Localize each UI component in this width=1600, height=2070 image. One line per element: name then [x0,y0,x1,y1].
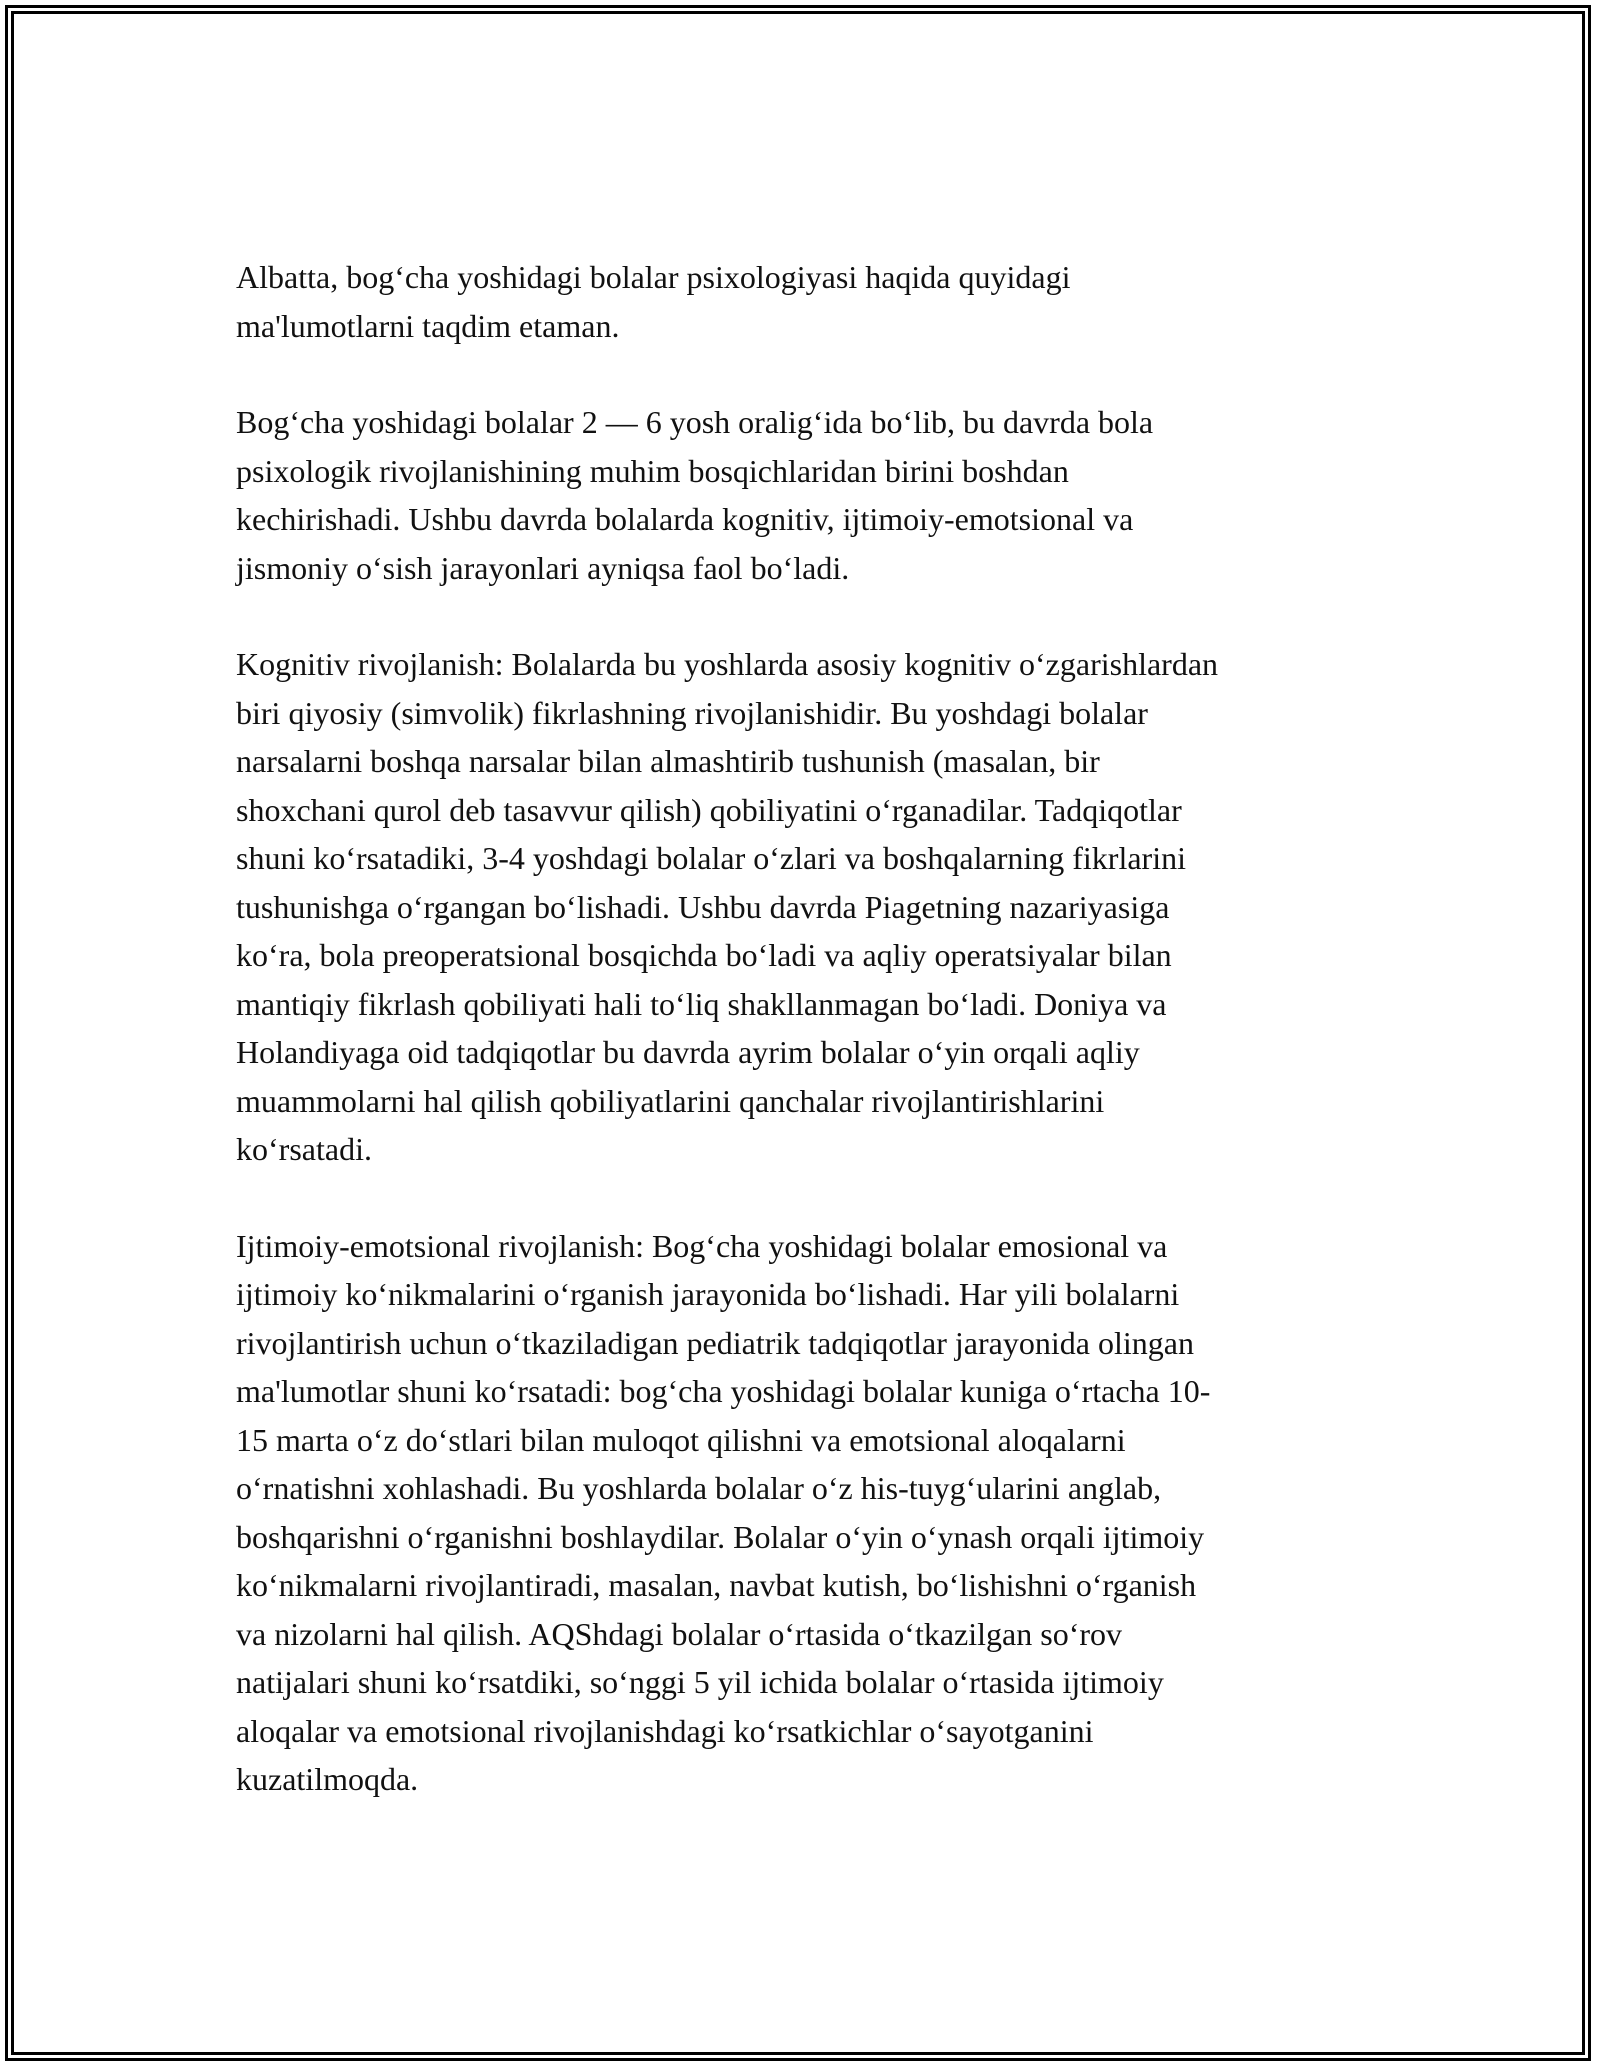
cognitive-development-paragraph: Kognitiv rivojlanish: Bolalarda bu yoshlarda asosiy kognitiv o‘zgarishlardan biri qiyosiy (simvolik) fikrlashning rivojlanishidir. Bu yoshdagi bolalar narsalarni boshqa narsalar bilan almashtirib tushunish (masalan, bir shoxchani qurol deb tasavvur qilish) qobiliyatini o‘rganadilar. Tadqiqotlar shuni ko‘rsatadiki, 3-4 yoshdagi bolalar o‘zlari va boshqalarning fikrlarini tushunishga o‘rgangan bo‘lishadi. Ushbu davrda Piagetning nazariyasiga ko‘ra, bola preoperatsional bosqichda bo‘ladi va aqliy operatsiyalar bilan mantiqiy fikrlash qobiliyati hali to‘liq shakllanmagan bo‘ladi. Doniya va Holandiyaga oid tadqiqotlar bu davrda ayrim bolalar o‘yin orqali aqliy muammolarni hal qilish qobiliyatlarini qanchalar rivojlantirishlarini ko‘rsatadi. [236,646,1219,1167]
age-overview-paragraph: Bog‘cha yoshidagi bolalar 2 — 6 yosh oralig‘ida bo‘lib, bu davrda bola psixologik rivojlanishining muhim bosqichlaridan birini boshdan kechirishadi. Ushbu davrda bolalarda kognitiv, ijtimoiy-emotsional va jismoniy o‘sish jarayonlari ayniqsa faol bo‘ladi. [236,404,1154,586]
document-body [236,253,1366,1852]
social-emotional-development-paragraph: Ijtimoiy-emotsional rivojlanish: Bog‘cha yoshidagi bolalar emosional va ijtimoiy ko‘nikmalarini o‘rganish jarayonida bo‘lishadi. Har yili bolalarni rivojlantirish uchun o‘tkaziladigan pediatrik tadqiqotlar jarayonida olingan ma'lumotlar shuni ko‘rsatadi: bog‘cha yoshidagi bolalar kuniga o‘rtacha 10- 15 marta o‘z do‘stlari bilan muloqot qilishni va emotsional aloqalarni o‘rnatishni xohlashadi. Bu yoshlarda bolalar o‘z his-tuyg‘ularini anglab, boshqarishni o‘rganishni boshlaydilar. Bolalar o‘yin o‘ynash orqali ijtimoiy ko‘nikmalarni rivojlantiradi, masalan, navbat kutish, bo‘lishishni o‘rganish va nizolarni hal qilish. AQShdagi bolalar o‘rtasida o‘tkazilgan so‘rov natijalari shuni ko‘rsatdiki, so‘nggi 5 yil ichida bolalar o‘rtasida ijtimoiy aloqalar va emotsional rivojlanishdagi ko‘rsatkichlar o‘sayotganini kuzatilmoqda. [236,1227,1211,1797]
intro-paragraph: Albatta, bog‘cha yoshidagi bolalar psixologiyasi haqida quyidagi ma'lumotlarni taqdim etaman. [236,259,1071,344]
